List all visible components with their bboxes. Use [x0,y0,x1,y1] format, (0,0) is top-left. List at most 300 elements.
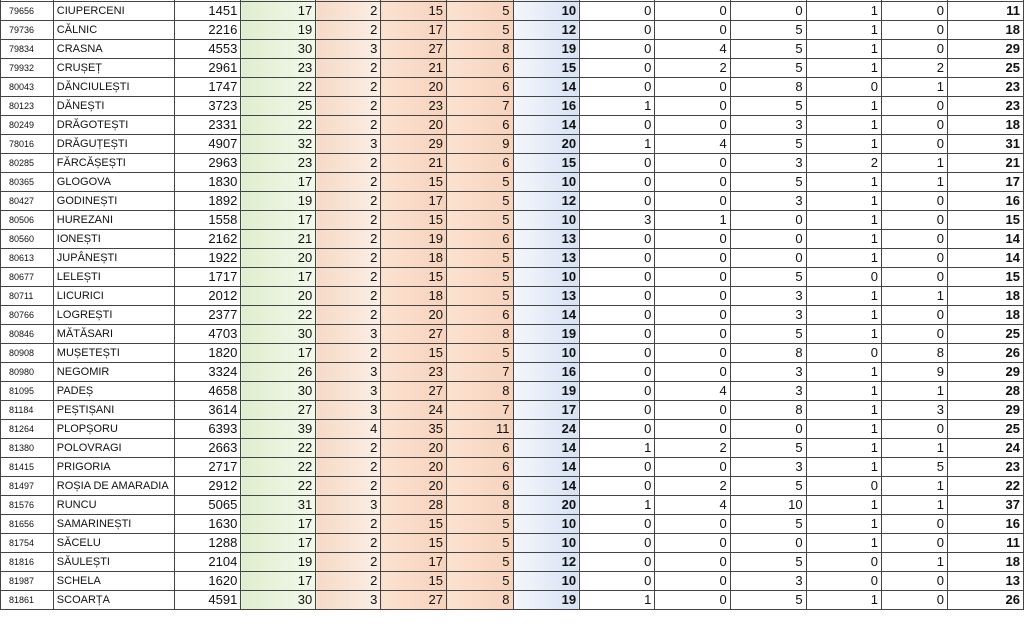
cell-total: 22 [241,306,316,325]
cell-code: 81415 [1,458,54,477]
cell-col-c: 5 [447,21,514,40]
table-row [1,496,1024,515]
cell-v1: 0 [580,363,655,382]
cell-col-a: 2 [316,192,381,211]
cell-col-a: 2 [316,306,381,325]
cell-col-b: 23 [381,363,447,382]
cell-col-b: 20 [381,78,447,97]
cell-v5: 0 [881,249,947,268]
cell-col-a: 2 [316,116,381,135]
cell-subtotal: 14 [513,116,580,135]
cell-v2: 0 [655,591,730,610]
cell-v2: 0 [655,534,730,553]
cell-v5: 0 [881,534,947,553]
table-row [1,173,1024,192]
cell-v5: 0 [881,21,947,40]
cell-name: PLOPȘORU [53,420,174,439]
cell-col-a: 2 [316,458,381,477]
cell-v4: 0 [806,553,881,572]
cell-final: 11 [948,534,1024,553]
cell-col-c: 5 [447,249,514,268]
cell-v3: 5 [730,477,806,496]
cell-v4: 1 [806,211,881,230]
cell-final: 23 [948,78,1024,97]
cell-subtotal: 14 [513,439,580,458]
cell-col-c: 9 [447,135,514,154]
cell-col-c: 6 [447,230,514,249]
cell-population: 4591 [174,591,241,610]
cell-v5: 0 [881,135,947,154]
cell-v3: 8 [730,344,806,363]
cell-subtotal: 13 [513,287,580,306]
cell-name: MUȘETEȘTI [53,344,174,363]
cell-total: 17 [241,268,316,287]
cell-final: 25 [948,325,1024,344]
cell-population: 1451 [174,2,241,21]
cell-col-a: 2 [316,97,381,116]
cell-v2: 0 [655,420,730,439]
cell-v1: 0 [580,325,655,344]
cell-total: 23 [241,154,316,173]
cell-col-b: 15 [381,515,447,534]
cell-v4: 1 [806,439,881,458]
table-row [1,363,1024,382]
cell-v5: 5 [881,458,947,477]
cell-v3: 3 [730,287,806,306]
cell-v5: 1 [881,553,947,572]
cell-final: 29 [948,363,1024,382]
cell-total: 19 [241,553,316,572]
cell-v2: 1 [655,211,730,230]
cell-name: CIUPERCENI [53,2,174,21]
table-row [1,306,1024,325]
cell-v5: 1 [881,496,947,515]
cell-v1: 0 [580,306,655,325]
table-row [1,515,1024,534]
table-row [1,192,1024,211]
cell-code: 80043 [1,78,54,97]
cell-population: 2963 [174,154,241,173]
cell-col-a: 2 [316,211,381,230]
table-row [1,458,1024,477]
table-row [1,420,1024,439]
cell-col-c: 5 [447,2,514,21]
cell-population: 3324 [174,363,241,382]
cell-v5: 0 [881,325,947,344]
cell-col-b: 15 [381,211,447,230]
cell-v4: 1 [806,382,881,401]
cell-v2: 0 [655,173,730,192]
cell-v4: 1 [806,230,881,249]
cell-col-c: 8 [447,325,514,344]
cell-name: HUREZANI [53,211,174,230]
cell-final: 13 [948,572,1024,591]
cell-v2: 2 [655,439,730,458]
cell-col-b: 17 [381,21,447,40]
cell-final: 15 [948,268,1024,287]
cell-v2: 0 [655,363,730,382]
cell-v4: 1 [806,59,881,78]
cell-code: 80846 [1,325,54,344]
cell-population: 2961 [174,59,241,78]
cell-subtotal: 15 [513,59,580,78]
cell-code: 79736 [1,21,54,40]
cell-v3: 5 [730,515,806,534]
cell-col-c: 6 [447,458,514,477]
cell-col-c: 11 [447,420,514,439]
cell-col-c: 7 [447,97,514,116]
cell-name: PEȘTIȘANI [53,401,174,420]
cell-name: SAMARINEȘTI [53,515,174,534]
cell-name: SCOARȚA [53,591,174,610]
cell-v3: 3 [730,382,806,401]
cell-total: 19 [241,192,316,211]
table-row [1,2,1024,21]
cell-col-a: 3 [316,363,381,382]
cell-v5: 0 [881,515,947,534]
cell-code: 81656 [1,515,54,534]
cell-total: 31 [241,496,316,515]
cell-v2: 2 [655,477,730,496]
cell-v1: 0 [580,78,655,97]
table-row [1,211,1024,230]
cell-col-b: 20 [381,439,447,458]
cell-v1: 0 [580,401,655,420]
cell-v3: 3 [730,458,806,477]
cell-name: DRĂGOTEȘTI [53,116,174,135]
cell-col-a: 2 [316,230,381,249]
cell-col-a: 2 [316,515,381,534]
cell-v3: 5 [730,173,806,192]
cell-col-b: 23 [381,97,447,116]
cell-col-b: 21 [381,154,447,173]
cell-population: 2216 [174,21,241,40]
cell-population: 2012 [174,287,241,306]
cell-v1: 0 [580,40,655,59]
cell-name: POLOVRAGI [53,439,174,458]
cell-subtotal: 14 [513,477,580,496]
cell-final: 29 [948,401,1024,420]
cell-population: 4658 [174,382,241,401]
cell-code: 79932 [1,59,54,78]
cell-subtotal: 12 [513,553,580,572]
cell-final: 26 [948,591,1024,610]
cell-final: 16 [948,192,1024,211]
cell-col-c: 8 [447,591,514,610]
cell-v5: 0 [881,116,947,135]
cell-v4: 1 [806,2,881,21]
cell-population: 2331 [174,116,241,135]
cell-v4: 1 [806,534,881,553]
cell-name: FĂRCĂȘEȘTI [53,154,174,173]
cell-v3: 8 [730,78,806,97]
cell-v4: 1 [806,173,881,192]
cell-final: 25 [948,59,1024,78]
cell-total: 17 [241,173,316,192]
cell-population: 4907 [174,135,241,154]
cell-name: SCHELA [53,572,174,591]
cell-v1: 0 [580,268,655,287]
cell-v3: 0 [730,534,806,553]
table-row [1,287,1024,306]
cell-code: 81380 [1,439,54,458]
cell-subtotal: 13 [513,249,580,268]
cell-code: 79834 [1,40,54,59]
cell-v2: 0 [655,553,730,572]
cell-population: 2912 [174,477,241,496]
cell-col-b: 18 [381,249,447,268]
cell-name: RUNCU [53,496,174,515]
cell-code: 80285 [1,154,54,173]
cell-v1: 0 [580,553,655,572]
cell-code: 81184 [1,401,54,420]
table-row [1,534,1024,553]
cell-population: 1922 [174,249,241,268]
cell-v5: 0 [881,40,947,59]
cell-code: 81816 [1,553,54,572]
cell-final: 31 [948,135,1024,154]
cell-name: IONEȘTI [53,230,174,249]
cell-v3: 5 [730,59,806,78]
cell-v1: 0 [580,2,655,21]
cell-final: 15 [948,211,1024,230]
cell-code: 80677 [1,268,54,287]
cell-v1: 0 [580,515,655,534]
table-row [1,553,1024,572]
cell-v4: 1 [806,401,881,420]
cell-v2: 0 [655,306,730,325]
cell-v5: 8 [881,344,947,363]
cell-col-a: 2 [316,572,381,591]
cell-col-a: 2 [316,249,381,268]
cell-v5: 0 [881,192,947,211]
cell-col-b: 29 [381,135,447,154]
cell-col-c: 6 [447,154,514,173]
cell-col-b: 28 [381,496,447,515]
cell-name: GODINEȘTI [53,192,174,211]
cell-total: 26 [241,363,316,382]
cell-col-a: 2 [316,21,381,40]
cell-v4: 1 [806,135,881,154]
table-row [1,325,1024,344]
cell-name: DRĂGUȚEȘTI [53,135,174,154]
cell-final: 17 [948,173,1024,192]
cell-col-a: 2 [316,78,381,97]
cell-v3: 10 [730,496,806,515]
cell-col-b: 20 [381,477,447,496]
cell-v2: 0 [655,230,730,249]
cell-name: SĂULEȘTI [53,553,174,572]
cell-population: 1717 [174,268,241,287]
cell-v4: 1 [806,591,881,610]
cell-v3: 5 [730,40,806,59]
cell-subtotal: 10 [513,211,580,230]
cell-total: 22 [241,439,316,458]
cell-v4: 1 [806,116,881,135]
cell-v4: 1 [806,21,881,40]
cell-v5: 1 [881,287,947,306]
table-row [1,344,1024,363]
cell-v5: 0 [881,420,947,439]
cell-code: 80980 [1,363,54,382]
cell-col-a: 3 [316,591,381,610]
cell-col-a: 2 [316,59,381,78]
cell-col-b: 15 [381,534,447,553]
cell-col-c: 5 [447,534,514,553]
cell-name: LELEȘTI [53,268,174,287]
cell-name: DĂNEȘTI [53,97,174,116]
cell-total: 30 [241,591,316,610]
cell-population: 2377 [174,306,241,325]
cell-name: PADEȘ [53,382,174,401]
cell-subtotal: 19 [513,591,580,610]
cell-v3: 5 [730,268,806,287]
cell-v3: 0 [730,230,806,249]
cell-subtotal: 10 [513,173,580,192]
cell-col-b: 35 [381,420,447,439]
cell-total: 27 [241,401,316,420]
cell-col-c: 5 [447,515,514,534]
cell-v1: 0 [580,458,655,477]
cell-v5: 1 [881,477,947,496]
cell-subtotal: 24 [513,420,580,439]
table-row [1,591,1024,610]
cell-v2: 0 [655,154,730,173]
cell-col-b: 27 [381,40,447,59]
cell-final: 28 [948,382,1024,401]
cell-v2: 4 [655,496,730,515]
cell-subtotal: 20 [513,135,580,154]
cell-name: JUPÂNEȘTI [53,249,174,268]
cell-v2: 0 [655,249,730,268]
cell-v4: 1 [806,97,881,116]
cell-v5: 0 [881,211,947,230]
cell-v4: 1 [806,420,881,439]
cell-code: 80427 [1,192,54,211]
cell-population: 1288 [174,534,241,553]
cell-name: CRASNA [53,40,174,59]
cell-population: 5065 [174,496,241,515]
cell-v1: 1 [580,97,655,116]
cell-total: 23 [241,59,316,78]
cell-code: 80506 [1,211,54,230]
table-row [1,230,1024,249]
cell-v4: 1 [806,458,881,477]
cell-code: 81264 [1,420,54,439]
cell-subtotal: 10 [513,344,580,363]
cell-population: 1558 [174,211,241,230]
cell-col-b: 20 [381,116,447,135]
cell-v1: 0 [580,21,655,40]
cell-v2: 4 [655,135,730,154]
cell-v2: 0 [655,458,730,477]
cell-col-c: 6 [447,59,514,78]
cell-col-a: 2 [316,553,381,572]
table-row [1,40,1024,59]
cell-v4: 1 [806,192,881,211]
cell-code: 79656 [1,2,54,21]
cell-subtotal: 19 [513,382,580,401]
cell-population: 2717 [174,458,241,477]
cell-v2: 2 [655,59,730,78]
cell-v2: 0 [655,192,730,211]
cell-col-a: 3 [316,40,381,59]
cell-v2: 0 [655,401,730,420]
table-row [1,21,1024,40]
cell-v2: 4 [655,382,730,401]
cell-v2: 0 [655,78,730,97]
cell-col-a: 2 [316,154,381,173]
cell-col-c: 8 [447,382,514,401]
cell-subtotal: 19 [513,40,580,59]
cell-population: 1830 [174,173,241,192]
cell-v1: 3 [580,211,655,230]
cell-v5: 0 [881,268,947,287]
cell-col-a: 3 [316,325,381,344]
cell-total: 20 [241,287,316,306]
cell-population: 1892 [174,192,241,211]
cell-final: 37 [948,496,1024,515]
cell-v2: 0 [655,287,730,306]
cell-col-a: 2 [316,534,381,553]
cell-subtotal: 10 [513,2,580,21]
cell-v4: 1 [806,249,881,268]
cell-v4: 0 [806,344,881,363]
cell-col-b: 24 [381,401,447,420]
table-row [1,249,1024,268]
cell-total: 30 [241,325,316,344]
cell-population: 1630 [174,515,241,534]
cell-col-c: 7 [447,401,514,420]
cell-final: 14 [948,230,1024,249]
table-row [1,572,1024,591]
cell-total: 21 [241,230,316,249]
cell-col-c: 8 [447,40,514,59]
cell-population: 4553 [174,40,241,59]
table-row [1,59,1024,78]
cell-subtotal: 16 [513,363,580,382]
cell-v1: 0 [580,116,655,135]
cell-v5: 1 [881,154,947,173]
cell-total: 30 [241,382,316,401]
cell-v2: 0 [655,97,730,116]
cell-col-b: 20 [381,306,447,325]
cell-v3: 5 [730,553,806,572]
cell-col-c: 5 [447,211,514,230]
cell-final: 18 [948,116,1024,135]
cell-col-b: 17 [381,192,447,211]
cell-total: 22 [241,116,316,135]
cell-population: 2162 [174,230,241,249]
cell-v3: 5 [730,439,806,458]
cell-v4: 0 [806,572,881,591]
cell-code: 81754 [1,534,54,553]
cell-code: 80365 [1,173,54,192]
table-row [1,439,1024,458]
cell-code: 80711 [1,287,54,306]
cell-col-c: 5 [447,173,514,192]
cell-final: 29 [948,40,1024,59]
cell-col-b: 15 [381,268,447,287]
cell-v3: 5 [730,325,806,344]
cell-col-b: 21 [381,59,447,78]
cell-name: NEGOMIR [53,363,174,382]
cell-total: 22 [241,477,316,496]
cell-v5: 0 [881,572,947,591]
cell-population: 1620 [174,572,241,591]
cell-v1: 0 [580,572,655,591]
cell-v1: 0 [580,230,655,249]
